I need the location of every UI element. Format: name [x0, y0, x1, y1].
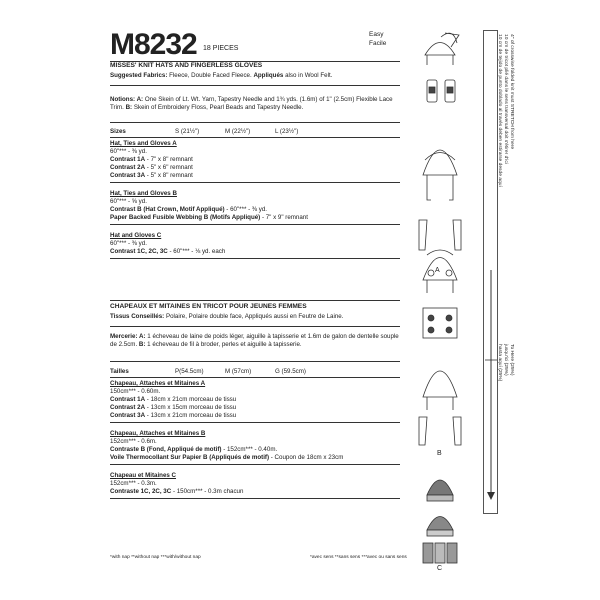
fabric-line-value: - 152cm*** - 0.40m.: [221, 446, 278, 453]
to-here-1: To Here (25%): [509, 344, 514, 376]
fr-fabrics-text: Polaire, Polaire double face, Appliqués aussi en Feutre de Laine.: [165, 313, 344, 320]
fabric-line: [110, 388, 160, 396]
fabric-line: [110, 446, 277, 454]
view-c-drawing: [423, 480, 457, 563]
notions-b-text: Skein of Embroidery Floss, Pearl Beads and Tapestry Needle.: [133, 103, 304, 111]
section-title: Hat, Ties and Gloves B: [110, 190, 177, 197]
technical-drawings: [405, 25, 480, 580]
fabric-line-value: - 5" x 8" remnant: [145, 172, 193, 179]
fabric-line-label: Contraste B (Fond, Appliqué de motif): [110, 446, 222, 453]
hat-sketch-icon: [425, 33, 459, 65]
fabric-line-label: Contraste 1C, 2C, 3C: [110, 488, 172, 495]
difficulty: [369, 30, 386, 48]
fabric-line-value: - 60"*** - ⅛ yd. each: [167, 248, 226, 255]
rule-fr-3: [110, 361, 400, 362]
size-m: M (22½"): [225, 128, 251, 135]
fabric-line-value: 150cm*** - 0.60m.: [110, 388, 161, 395]
view-label-c: C: [437, 565, 443, 572]
fr-notions-text: 1 écheveau de laine de poids léger, aiguille à tapisserie et 1.6m de galon de dentelle souple de 2.5cm.: [110, 333, 399, 348]
size-s: S (21½"): [175, 128, 200, 135]
fabrics-label: Suggested Fabrics:: [110, 72, 168, 79]
difficulty-fr: Facile: [369, 40, 387, 47]
footnote-fr: *avec sens **sans sens ***avec ou sans sens: [310, 555, 407, 560]
fabric-line-value: 60"*** - ⅜ yd.: [110, 240, 147, 247]
fr-notions-b-label: B:: [138, 340, 146, 348]
fabric-line-label: Contrast 3A: [110, 412, 146, 419]
pieces-count: 18 PIECES: [203, 45, 239, 52]
section-rule: [110, 224, 400, 225]
fabric-line: [110, 404, 236, 412]
fr-notions-label: Mercerie: A:: [110, 333, 146, 340]
fabric-line-label: Contrast 1C, 2C, 3C: [110, 248, 168, 255]
fabric-line-label: Voile Thermocollant Sur Papier B (Appliqués de motif): [110, 454, 270, 461]
fr-notions-b-text: 1 écheveau de fil à broder, perles et aiguille à tapisserie.: [147, 340, 302, 348]
section-rule: [110, 182, 400, 183]
rule-3: [110, 122, 400, 123]
fr-fabrics-label: Tissus Conseillés:: [110, 313, 165, 320]
notions-text: One Skein of Lt. Wt. Yarn, Tapestry Needle and 1¾ yds. (1.6m) of 1" (2.5cm) Flexible Lace Trim.: [110, 96, 393, 111]
gauge-line-1: 4" of crosswise folded knit must STRETCH from here: [509, 34, 514, 150]
gauge-line-3: 10 cm de tejido de punto doblado al través deben estirarse desde aquí: [497, 34, 502, 187]
view-b-drawing: [419, 250, 461, 445]
fabric-line-label: Contrast 3A: [110, 172, 146, 179]
fabric-line: [110, 172, 193, 180]
section-title: Hat, Ties and Gloves A: [110, 140, 177, 147]
to-here-2: jusqu'ici (25%): [503, 344, 508, 376]
gauge-line-2: 10 cm de tricot plié dans le sens transversal doit s'étirer d'ici: [503, 34, 508, 164]
section-rule: [110, 498, 400, 499]
english-title: MISSES' KNIT HATS AND FINGERLESS GLOVES: [110, 62, 263, 69]
fabric-line-value: - 60"*** - ⅜ yd.: [224, 206, 268, 213]
french-title: CHAPEAUX ET MITAINES EN TRICOT POUR JEUNES FEMMES: [110, 303, 307, 310]
rule-fr-2: [110, 326, 400, 327]
size-l: L (23½"): [275, 128, 299, 135]
view-a-drawing: [419, 150, 461, 250]
fabric-line: [110, 248, 225, 256]
fabric-line-label: Contrast B (Hat Crown, Motif Appliqué): [110, 206, 225, 213]
fabric-line-value: - 150cm*** - 0.3m chacun: [171, 488, 244, 495]
notions-label: Notions: A:: [110, 96, 144, 103]
fabric-line: [110, 148, 147, 156]
english-notions: [110, 96, 402, 111]
gloves-sketch-icon: [427, 80, 455, 102]
fr-size-m: M (57cm): [225, 368, 252, 375]
french-fabrics: [110, 313, 402, 321]
fabric-line: [110, 438, 157, 446]
footnote-en: *with nap **without nap ***with/without nap: [110, 555, 201, 560]
rule-lang: [110, 300, 400, 301]
fabric-line-value: - 5" x 6" remnant: [145, 164, 193, 171]
sizes-label: Sizes: [110, 128, 126, 135]
view-label-b: B: [437, 450, 442, 457]
rule-4: [110, 137, 400, 138]
fabric-line-value: 60"*** - ⅜ yd.: [110, 148, 147, 155]
french-notions: [110, 333, 402, 348]
section-title: Chapeau et Mitaines C: [110, 472, 177, 479]
fabric-line: [110, 488, 243, 496]
fabric-line: [110, 156, 193, 164]
fabric-line: [110, 214, 308, 222]
fr-size-p: P(54.5cm): [175, 368, 204, 375]
fabric-line-value: - 18cm x 21cm morceau de tissu: [145, 396, 237, 403]
fabric-line: [110, 480, 157, 488]
rule-2: [110, 85, 400, 86]
section-rule: [110, 422, 400, 423]
section-rule: [110, 258, 400, 259]
fabric-line-label: Contrast 1A: [110, 396, 146, 403]
fabric-line-value: - 7" x 9" remnant: [260, 214, 308, 221]
appliques-label: Appliqués: [253, 72, 284, 79]
fr-sizes-label: Tailles: [110, 368, 129, 375]
rule-fr-4: [110, 377, 400, 378]
english-fabrics: [110, 72, 402, 80]
fabric-line: [110, 206, 267, 214]
fabric-line: [110, 164, 193, 172]
fabric-line: [110, 396, 236, 404]
pattern-number: M8232: [110, 28, 197, 61]
fabric-line-label: Contrast 2A: [110, 404, 146, 411]
fabric-line: [110, 454, 343, 462]
fabrics-text: Fleece, Double Faced Fleece.: [169, 72, 252, 79]
fabric-line-value: - 13cm x 15cm morceau de tissu: [145, 404, 237, 411]
fabric-line-value: - Coupon de 18cm x 23cm: [269, 454, 344, 461]
fabric-line-value: 152cm*** - 0.6m.: [110, 438, 157, 445]
difficulty-en: Easy: [369, 31, 384, 38]
fabric-line-label: Paper Backed Fusible Webbing B (Motifs Appliqué): [110, 214, 261, 221]
fabric-line-value: - 7" x 8" remnant: [145, 156, 193, 163]
notions-b-label: B:: [125, 103, 133, 111]
fabric-line: [110, 198, 147, 206]
fabric-line: [110, 412, 236, 420]
fabric-line-label: Contrast 2A: [110, 164, 146, 171]
fr-size-g: G (59.5cm): [275, 368, 306, 375]
fabric-line-value: 152cm*** - 0.3m.: [110, 480, 157, 487]
fabric-line-value: - 13cm x 21cm morceau de tissu: [145, 412, 237, 419]
fabric-line-value: 60"*** - ⅝ yd.: [110, 198, 147, 205]
section-rule: [110, 464, 400, 465]
section-title: Chapeau, Attaches et Mitaines B: [110, 430, 206, 437]
appliques-text: also in Wool Felt.: [285, 72, 333, 79]
fabric-line-label: Contrast 1A: [110, 156, 146, 163]
section-title: Chapeau, Attaches et Mitaines A: [110, 380, 206, 387]
section-title: Hat and Gloves C: [110, 232, 162, 239]
to-here-3: hasta aquí (25%): [497, 344, 502, 382]
view-label-a: A: [435, 267, 440, 274]
fabric-line: [110, 240, 147, 248]
